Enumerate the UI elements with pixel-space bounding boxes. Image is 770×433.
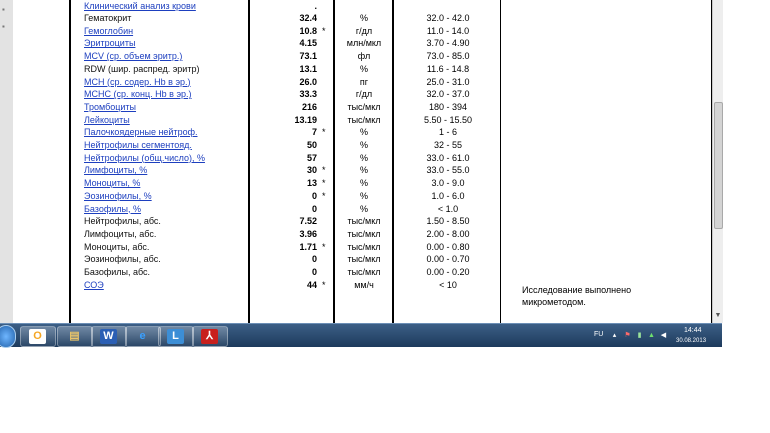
test-name[interactable]: MCV (ср. объем эритр.) — [84, 51, 183, 62]
start-button[interactable] — [0, 325, 16, 348]
test-unit: % — [359, 13, 368, 23]
explorer-icon: ▤ — [69, 330, 80, 342]
test-unit: пг — [359, 76, 369, 87]
test-name[interactable]: Лимфоциты, % — [84, 165, 148, 176]
table-row — [13, 12, 712, 25]
test-unit: % — [359, 127, 368, 138]
reference-range: 0.00 - 0.20 — [426, 267, 470, 277]
reference-range: 0.00 - 0.70 — [426, 254, 470, 265]
table-row — [13, 114, 712, 127]
test-value: 44 — [306, 279, 317, 290]
reference-range: 2.00 - 8.00 — [426, 228, 470, 239]
test-unit: мм/ч — [354, 279, 374, 290]
test-name[interactable]: Эозинофилы, % — [84, 190, 152, 201]
ie-icon: e — [139, 330, 146, 342]
table-row — [13, 253, 712, 266]
test-name[interactable]: Лейкоциты — [84, 114, 130, 125]
test-name[interactable]: СОЭ — [84, 279, 104, 290]
table-row — [13, 228, 712, 241]
scrollbar-thumb[interactable] — [714, 102, 723, 229]
section-title[interactable]: Клинический анализ крови — [84, 1, 196, 11]
test-value: 57 — [306, 152, 317, 163]
reference-range: 33.0 - 55.0 — [426, 165, 470, 176]
section-title-value: . — [314, 1, 317, 11]
table-row — [13, 241, 712, 254]
abnormal-flag: * — [322, 127, 326, 138]
table-row — [13, 25, 712, 38]
clock-time[interactable]: 14:44 — [684, 327, 702, 334]
test-unit: тыс/мкл — [347, 228, 381, 239]
test-value: 13 — [306, 178, 317, 189]
test-value: 1.71 — [299, 241, 317, 252]
taskbar-app-ie[interactable] — [125, 326, 161, 347]
test-unit: тыс/мкл — [347, 241, 381, 252]
test-name: Лимфоциты, абс. — [84, 228, 157, 239]
test-unit: % — [359, 190, 368, 201]
test-value: 32.4 — [299, 13, 317, 23]
test-name: Нейтрофилы, абс. — [84, 216, 161, 227]
table-row — [13, 101, 712, 114]
reference-range: 1.0 - 6.0 — [431, 190, 465, 201]
test-unit: тыс/мкл — [347, 254, 381, 265]
reference-range: 0.00 - 0.80 — [426, 241, 470, 252]
test-value: 0 — [311, 267, 317, 277]
table-row — [13, 266, 712, 279]
test-name[interactable]: Гемоглобин — [84, 25, 134, 36]
table-row — [13, 215, 712, 228]
reference-range: 73.0 - 85.0 — [426, 51, 470, 62]
test-value: 73.1 — [299, 51, 317, 62]
tray-network-icon[interactable]: ▲ — [648, 332, 655, 339]
tray-arrow-icon[interactable]: ▴ — [612, 332, 617, 339]
test-unit: тыс/мкл — [347, 114, 381, 125]
test-name[interactable]: MCH (ср. содер. Hb в эр.) — [84, 76, 191, 87]
reference-range: 25.0 - 31.0 — [426, 76, 470, 87]
test-name[interactable]: MCHC (ср. конц. Hb в эр.) — [84, 89, 192, 100]
table-row — [13, 37, 712, 50]
test-value: 7.52 — [299, 216, 317, 227]
test-value: 0 — [311, 254, 317, 265]
test-value: 13.1 — [299, 63, 317, 74]
table-row — [13, 139, 712, 152]
table-row — [13, 126, 712, 139]
reference-range: 32.0 - 42.0 — [426, 13, 470, 23]
abnormal-flag: * — [322, 165, 326, 176]
abnormal-flag: * — [322, 279, 326, 290]
test-name[interactable]: Базофилы, % — [84, 203, 141, 214]
abnormal-flag: * — [322, 178, 326, 189]
taskbar-app-acrobat[interactable] — [192, 326, 228, 347]
reference-range: 33.0 - 61.0 — [426, 152, 470, 163]
lync-icon: L — [167, 329, 184, 344]
test-name: RDW (шир. распред. эритр) — [84, 63, 200, 74]
pane-marker-icon: ▪ — [2, 22, 5, 31]
test-name[interactable]: Тромбоциты — [84, 101, 137, 112]
test-unit: г/дл — [355, 89, 373, 100]
table-row — [13, 152, 712, 165]
table-row — [13, 76, 712, 89]
taskbar-app-outlook[interactable] — [20, 326, 56, 347]
clock-date[interactable]: 30.08.2013 — [676, 338, 707, 344]
table-row — [13, 190, 712, 203]
test-unit: млн/мкл — [346, 38, 382, 49]
test-unit: % — [359, 203, 368, 214]
abnormal-flag: * — [322, 241, 326, 252]
reference-range: 32 - 55 — [433, 140, 463, 150]
tray-flag-icon[interactable]: ⚑ — [624, 332, 631, 339]
test-name[interactable]: Моноциты, % — [84, 178, 141, 189]
test-value: 3.96 — [299, 228, 317, 239]
test-unit: % — [359, 165, 368, 176]
pane-marker-icon: ▪ — [2, 5, 5, 14]
reference-range: < 1.0 — [437, 203, 459, 214]
test-name[interactable]: Нейтрофилы сегментояд. — [84, 140, 192, 150]
reference-range: 1 - 6 — [438, 127, 457, 138]
test-name[interactable]: Нейтрофилы (общ.число), % — [84, 152, 205, 163]
test-unit: тыс/мкл — [347, 267, 381, 277]
test-value: 7 — [311, 127, 317, 138]
reference-range: 3.0 - 9.0 — [431, 178, 465, 189]
test-name: Эозинофилы, абс. — [84, 254, 161, 265]
reference-range: 3.70 - 4.90 — [426, 38, 470, 49]
taskbar-app-explorer[interactable] — [57, 326, 93, 347]
reference-range: 11.0 - 14.0 — [426, 25, 470, 36]
vertical-scrollbar[interactable] — [712, 0, 723, 323]
table-row — [13, 50, 712, 63]
lab-report-document — [13, 0, 712, 323]
taskbar-app-lync[interactable] — [158, 326, 194, 347]
acrobat-icon: ⅄ — [201, 329, 218, 344]
tray-power-icon[interactable]: ▮ — [637, 332, 642, 339]
table-row — [13, 177, 712, 190]
comment-line: Исследование выполнено — [522, 285, 632, 295]
abnormal-flag: * — [322, 25, 326, 36]
report-comment — [522, 284, 692, 308]
taskbar-app-word[interactable] — [91, 326, 127, 347]
test-value: 13.19 — [294, 114, 317, 125]
test-value: 216 — [301, 101, 317, 112]
table-row — [13, 88, 712, 101]
reference-range: 180 - 394 — [428, 101, 468, 112]
reference-range: 1.50 - 8.50 — [426, 216, 470, 227]
test-value: 0 — [311, 203, 317, 214]
reference-range: 11.6 - 14.8 — [426, 63, 470, 74]
reference-range: 5.50 - 15.50 — [423, 114, 473, 125]
left-pane-edge — [0, 0, 14, 323]
test-unit: тыс/мкл — [347, 216, 381, 227]
outlook-icon: O — [29, 329, 46, 344]
abnormal-flag: * — [322, 190, 326, 201]
test-unit: % — [359, 152, 368, 163]
test-value: 50 — [306, 140, 317, 150]
test-unit: тыс/мкл — [347, 101, 381, 112]
test-name: Базофилы, абс. — [84, 267, 151, 277]
test-unit: % — [359, 178, 368, 189]
test-unit: % — [359, 140, 368, 150]
test-value: 30 — [306, 165, 317, 176]
table-row — [13, 203, 712, 216]
reference-range: < 10 — [439, 279, 457, 290]
test-value: 10.8 — [299, 25, 317, 36]
tray-volume-icon[interactable]: ◀ — [660, 332, 667, 339]
test-unit: % — [359, 63, 368, 74]
test-value: 26.0 — [299, 76, 317, 87]
scroll-down-arrow-icon[interactable]: ▼ — [714, 312, 722, 319]
language-indicator[interactable]: FU — [594, 331, 604, 338]
test-name: Моноциты, абс. — [84, 241, 150, 252]
table-row — [13, 63, 712, 76]
reference-range: 32.0 - 37.0 — [426, 89, 470, 100]
table-row — [13, 164, 712, 177]
test-name: Гематокрит — [84, 13, 132, 23]
test-unit: г/дл — [355, 25, 373, 36]
comment-line: микрометодом. — [522, 297, 586, 307]
test-name[interactable]: Палочкоядерные нейтроф. — [84, 127, 198, 138]
test-name[interactable]: Эритроциты — [84, 38, 136, 49]
test-value: 33.3 — [299, 89, 317, 100]
test-value: 4.15 — [299, 38, 317, 49]
test-value: 0 — [311, 190, 317, 201]
test-unit: фл — [357, 51, 371, 62]
windows-taskbar — [0, 323, 722, 347]
word-icon: W — [100, 329, 117, 344]
